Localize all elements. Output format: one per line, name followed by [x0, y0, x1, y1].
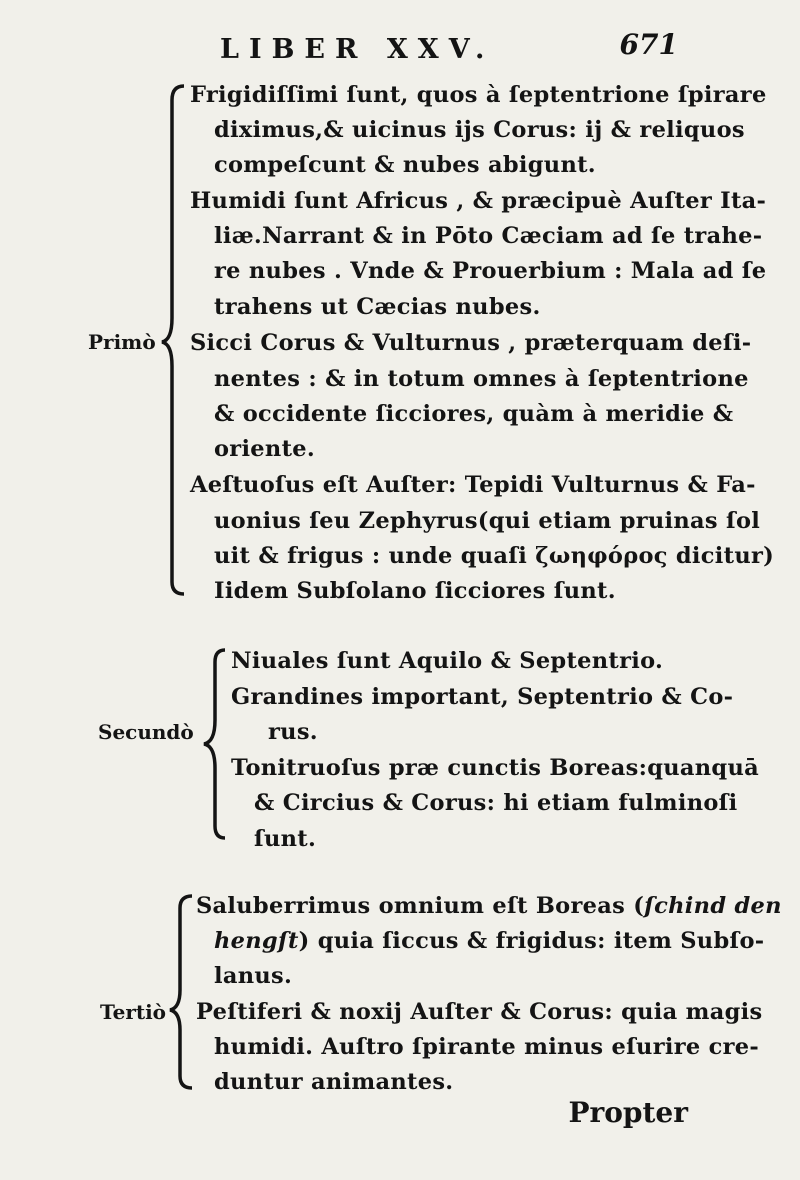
- section-label-tertio: Tertiò: [100, 1000, 167, 1024]
- text-line: rus.: [268, 719, 318, 745]
- text-line: Iidem Subſolano ſicciores ſunt.: [214, 578, 616, 604]
- text-line: Grandines important, Septentrio & Co-: [231, 684, 734, 710]
- curly-brace-tertio: [168, 892, 198, 1092]
- text-line: Aeſtuoſus eſt Auſter: Tepidi Vulturnus & Fa-: [190, 472, 756, 498]
- text-segment: ) quia ſiccus & frigidus: item Subſo-: [298, 928, 765, 954]
- text-line: Niuales ſunt Aquilo & Septentrio.: [231, 648, 664, 674]
- text-line: Sicci Corus & Vulturnus , præterquam deſi-: [190, 330, 752, 356]
- catchword: Propter: [568, 1096, 688, 1129]
- text-line: ſunt.: [254, 826, 317, 852]
- text-line: Humidi ſunt Africus , & præcipuè Auſter Ita-: [190, 188, 767, 214]
- text-line: Peſtiferi & noxiј Auſter & Corus: quia magis: [196, 999, 763, 1025]
- section-label-secundo: Secundò: [98, 720, 194, 744]
- text-line: uit & frigus : unde quaſi ζωηφόρος dicitur): [214, 543, 775, 569]
- curly-brace-secundo: [201, 646, 231, 842]
- text-line: uonius ſeu Zephyrus(qui etiam pruinas ſol: [214, 508, 761, 534]
- text-line: lanus.: [214, 963, 293, 989]
- text-line: humidi. Auſtro ſpirante minus eſurire cre-: [214, 1034, 760, 1060]
- text-segment-german: hengſt: [214, 928, 299, 954]
- text-line: Tonitruoſus præ cunctis Boreas:quanquā: [231, 755, 759, 781]
- text-line: [196, 893, 782, 919]
- text-line: [214, 928, 764, 954]
- running-title: LIBER XXV.: [220, 34, 495, 65]
- text-line: re nubes . Vnde & Prouerbium : Mala ad ſe: [214, 258, 767, 284]
- text-line: trahens ut Cæcias nubes.: [214, 294, 541, 320]
- text-line: liæ.Narrant & in Pōto Cæciam ad ſe trahe-: [214, 223, 763, 249]
- text-line: nentes : & in totum omnes à ſeptentrione: [214, 366, 749, 392]
- curly-brace-primo: [160, 82, 190, 598]
- text-line: duntur animantes.: [214, 1069, 454, 1095]
- text-line: compeſcunt & nubes abigunt.: [214, 152, 596, 178]
- text-line: & Circius & Corus: hi etiam fulminoſi: [254, 790, 738, 816]
- page-number: 671: [619, 28, 678, 61]
- text-line: Frigidiſſimi ſunt, quos à ſeptentrione ſpirare: [190, 82, 767, 108]
- text-line: diximus,& uicinus iјs Corus: iј & reliquos: [214, 117, 745, 143]
- text-line: oriente.: [214, 436, 316, 462]
- section-label-primo: Primò: [88, 330, 156, 354]
- text-segment: Saluberrimus omnium eſt Boreas (: [196, 893, 645, 919]
- text-segment-german: ſchind den: [644, 893, 782, 919]
- text-line: & occidente ſicciores, quàm à meridie &: [214, 401, 734, 427]
